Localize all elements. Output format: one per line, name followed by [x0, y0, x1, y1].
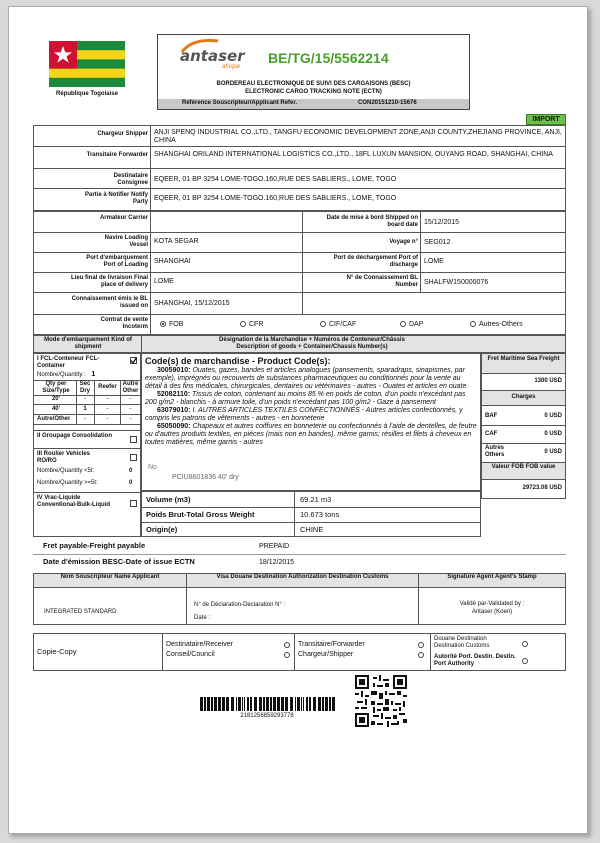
barcode-bar — [332, 697, 335, 711]
product-code-item: 65050090: Chapeaux et autres coiffures en bonneterie ou confectionnés à l'aide de dentelles, de feutre ou d'autres produits textiles, en pièces (mais non en bandes), même garnis; résilles et filets à cheveux en toutes matières, même garnis - autres — [145, 423, 477, 446]
pod-value: LOME — [424, 258, 444, 265]
issue-date-label: Date d'émission BESC-Date of issue ECTN — [43, 557, 195, 566]
dry-header: Sec Dry — [79, 381, 91, 394]
final-delivery-value: LOME — [154, 278, 174, 285]
signatures-box — [33, 573, 566, 625]
barcode-bar — [247, 697, 249, 711]
vessel-label: Navire Loading Vessel — [104, 235, 148, 248]
product-code-item: 30059010: Ouates, gazes, bandes et articles analogues (pansements, sparadraps, sinapismes, par exemple), imprégnés ou recouverts de substances pharmaceutiques ou conditionnés pour la vente au détail à des fins médicales, chirurgicales, dentaires ou vétérinaires - autres - Ouates et articles en ouate — [145, 367, 467, 390]
forwarder-value: SHANGHAI ORILAND INTERNATIONAL LOGISTICS CO.,LTD., 18FL LUXUN MANSION, OUYANG ROAD, SHANGHAI, CHINA — [154, 151, 553, 158]
barcode-bar — [281, 697, 284, 711]
barcode-bar — [214, 697, 217, 711]
logo-sub: afrique — [222, 64, 241, 70]
copy-shipper[interactable]: Chargeur/Shipper — [298, 651, 428, 659]
designation-fr: Désignation de la Marchandise + Numéros de Conteneur/Châssis — [219, 337, 405, 343]
origin-value: CHINE — [300, 525, 324, 534]
copy-label: Copie-Copy — [37, 647, 77, 656]
notify-value: EQEER, 01 BP 3254 LOME-TOGO.160,RUE DES SABLIERS., LOME, TOGO — [154, 195, 397, 202]
baf-value: 0 USD — [544, 413, 562, 419]
product-code-item: 52082110: Tissus de coton, contenant au moins 85 % en poids de coton, d'un poids n'excédant pas 200 g/m2 - blanchis - à armure toile, d'un poids n'excédant pas 100 g/m2 - Gaze à pansement — [145, 391, 466, 406]
measures-box — [141, 491, 481, 537]
reefer-header: Reefer — [98, 384, 117, 390]
radio-icon — [284, 652, 290, 658]
copy-council[interactable]: Conseil/Council — [166, 651, 292, 659]
bulk-label: IV Vrac-Liquide Conventional-Bulk-Liquid — [37, 495, 110, 508]
incoterm-dap[interactable]: DAP — [400, 321, 423, 329]
volume-label: Volume (m3) — [146, 495, 191, 504]
caf-value: 0 USD — [544, 431, 562, 437]
radio-icon — [240, 321, 246, 327]
shipper-label: Chargeur Shipper — [97, 131, 148, 137]
charges-column — [481, 353, 566, 499]
barcode-bar — [277, 697, 280, 711]
barcode-bar — [211, 697, 213, 711]
vessel-value: KOTA SEGAR — [154, 238, 199, 245]
barcode-bar — [222, 697, 225, 711]
ectn-ref-number: BE/TG/15/5562214 — [268, 50, 389, 66]
fob-value: 29723.08 USD — [522, 485, 562, 491]
logo-word: antaser — [180, 47, 245, 65]
radio-icon — [470, 321, 476, 327]
header-box — [157, 34, 470, 110]
product-code-item: 63079010: I. AUTRES ARTICLES TEXTILES CONFECTIONNÉS - Autres articles confectionnés, y compris les patrons de vêtements - autres - en bonneterie — [145, 407, 463, 422]
ectn-document — [8, 6, 588, 834]
barcode-bar — [309, 697, 311, 711]
forwarder-label: Transitaire Forwarder — [86, 152, 148, 158]
incoterm-fob[interactable]: FOB — [160, 321, 183, 329]
title-en: ELECTRONIC CARGO TRACKING NOTE (ECTN) — [245, 89, 382, 95]
others-label: Autres Others — [485, 445, 505, 458]
radio-icon — [320, 321, 326, 327]
barcode-bar — [329, 697, 331, 711]
consignee-value: EQEER, 01 BP 3254 LOME-TOGO.160,RUE DES SABLIERS., LOME, TOGO — [154, 176, 397, 183]
size-type-header: Qty per Size/Type — [42, 381, 70, 394]
subscriber-ref-bar — [158, 99, 469, 109]
radio-icon — [418, 652, 424, 658]
antaser-logo — [174, 38, 254, 72]
radio-icon — [522, 641, 528, 647]
country-name: République Togolaise — [56, 91, 118, 97]
barcode — [199, 697, 335, 711]
fcl-checkbox[interactable] — [130, 357, 137, 364]
barcode-bar — [218, 697, 221, 711]
barcode-bar — [259, 697, 262, 711]
final-delivery-label: Lieu final de livraison Final place of delivery — [70, 275, 148, 288]
voyage-value: SEG012 — [424, 239, 451, 246]
radio-icon — [284, 642, 290, 648]
pod-label: Port de déchargement Port of discharge — [333, 255, 418, 268]
pol-value: SHANGHAI — [154, 258, 191, 265]
barcode-bar — [263, 697, 265, 711]
origin-label: Origin(e) — [146, 525, 178, 534]
barcode-bar — [318, 697, 321, 711]
subscriber-ref-value: CON20151210-15676 — [358, 100, 417, 106]
onboard-value: 15/12/2015 — [424, 219, 460, 226]
designation-en: Description of goods + Container/Chassis Number(s) — [236, 344, 388, 350]
other-header: Autre Other — [122, 381, 139, 394]
barcode-bar — [254, 697, 257, 711]
barcode-bar — [322, 697, 324, 711]
barcode-bar — [301, 697, 302, 711]
bulk-checkbox[interactable] — [130, 500, 137, 507]
barcode-number: 2181258859293778 — [240, 713, 294, 719]
consignee-label: Destinataire Consignee — [113, 173, 148, 186]
barcode-bar — [285, 697, 288, 711]
fcl-quantity: Nombre/Quantity : 1 — [37, 371, 96, 378]
kind-of-shipment-label: Mode d'embarquement Kind of shipment — [44, 337, 132, 350]
radio-icon — [418, 642, 424, 648]
shipper-value: ANJI SPENQ INDUSTRIAL CO.,LTD., TANGFU ECONOMIC DEVELOPMENT ZONE,ANJI COUNTY,ZHEJIANG PROVINCE, ANJI, CHINA — [154, 129, 562, 144]
agent-stamp-header: Signature Agent Agent's Stamp — [419, 574, 565, 587]
groupage-label: II Groupage Consolidation — [37, 433, 112, 439]
barcode-bar — [266, 697, 269, 711]
issue-date-value: 18/12/2015 — [259, 559, 295, 566]
parties-box — [33, 125, 566, 211]
volume-value: 69.21 m3 — [300, 495, 332, 504]
others-value: 0 USD — [544, 449, 562, 455]
size-40: 40' — [51, 406, 61, 412]
onboard-label: Date de mise à bord Shipped on board date — [326, 215, 418, 228]
voyage-label: Voyage n° — [389, 239, 418, 245]
incoterm-others[interactable]: Autres-Others — [470, 321, 523, 329]
subscriber-ref-label: Référence Souscripteur/Applicant Refer. — [182, 100, 298, 106]
barcode-bar — [250, 697, 252, 711]
barcode-bar — [325, 697, 328, 711]
radio-icon — [160, 321, 166, 327]
gross-weight-label: Poids Brut-Total Gross Weight — [146, 510, 255, 519]
applicant-header: Nom Souscripteur Name Applicant — [34, 574, 186, 587]
barcode-bar — [236, 697, 237, 711]
caf-label: CAF — [485, 431, 498, 437]
roro-checkbox[interactable] — [130, 454, 137, 461]
incoterm-cfr[interactable]: CFR — [240, 321, 263, 329]
charges-title: Charges — [482, 391, 565, 405]
barcode-bar — [242, 697, 243, 711]
qr-code — [355, 675, 407, 727]
bl-number-label: N° de Connaissement BL Number — [346, 275, 418, 288]
incoterm-label: Contrat de vente Incoterm — [100, 317, 148, 330]
incoterm-options — [160, 321, 560, 331]
groupage-checkbox[interactable] — [130, 436, 137, 443]
bl-issued-label: Connaissement émis le BL issued on — [71, 296, 148, 309]
payment-section — [33, 537, 566, 573]
freight-payable-value: PREPAID — [259, 543, 290, 550]
roro-lt5: Nombre/Quantity <5t: 0 — [37, 468, 133, 474]
notify-label: Partie à Notifier Notify Party — [84, 192, 148, 205]
carrier-label: Armateur Carrier — [99, 215, 148, 221]
radio-icon — [522, 658, 528, 664]
copy-receiver[interactable]: Destinataire/Receiver — [166, 641, 292, 649]
import-badge: IMPORT — [526, 114, 566, 125]
freight-payable-label: Fret payable-Freight payable — [43, 541, 146, 550]
barcode-bar — [226, 697, 229, 711]
barcode-bar — [273, 697, 276, 711]
title-fr: BORDEREAU ELECTRONIQUE DE SUIVI DES CARGAISONS (BESC) — [216, 81, 411, 87]
barcode-bar — [270, 697, 272, 711]
barcode-bar — [238, 697, 241, 711]
sea-freight-value: 1300 USD — [534, 378, 562, 384]
radio-icon — [400, 321, 406, 327]
shipping-box — [33, 211, 566, 335]
size-other: Autre/Other — [37, 416, 71, 422]
applicant-name: INTEGRATED STANDARD — [44, 609, 117, 615]
gross-weight-value: 10.673 tons — [300, 510, 340, 519]
incoterm-cif[interactable]: CIF/CAF — [320, 321, 356, 329]
barcode-bar — [297, 697, 300, 711]
validated-by-value: Antaser (Koen) — [471, 609, 513, 615]
pol-label: Port d'embarquement Port of Loading — [86, 255, 148, 268]
kind-column — [33, 353, 141, 537]
barcode-bar — [204, 697, 206, 711]
fob-label: Valeur FOB FOB value — [482, 463, 565, 479]
barcode-bar — [244, 697, 245, 711]
container-type-table: Qty per Size/Type Sec Dry Reefer Autre Other 20' - - - 40' 1 - - Autre/Other - - - — [34, 380, 140, 424]
customs-visa-header: Visa Douane Destination Authorization Destination Customs — [187, 574, 418, 587]
declaration-date-label: Date : — [194, 615, 211, 621]
barcode-bar — [295, 697, 296, 711]
barcode-bar — [313, 697, 316, 711]
bl-number-value: SHALFW150000076 — [424, 279, 489, 286]
validated-by-label: Validé par-Validated by : — [459, 601, 525, 607]
sea-freight-label: Fret Maritime Sea Freight — [482, 354, 565, 373]
copy-dest-port[interactable]: Autorité Port. Destin. Destin. Port Authority — [434, 654, 564, 668]
baf-label: BAF — [485, 413, 498, 419]
product-code-list — [145, 367, 477, 447]
copy-box — [33, 633, 566, 671]
barcode-bar — [207, 697, 210, 711]
copy-dest-customs[interactable]: Douane Destination Destination Customs — [434, 636, 564, 650]
barcode-bar — [231, 697, 234, 711]
barcode-bar — [303, 697, 304, 711]
copy-forwarder[interactable]: Transitaire/Forwarder — [298, 641, 428, 649]
size-20: 20' — [51, 396, 61, 402]
roro-label: III Roulier Vehicles RO/RO — [37, 451, 91, 464]
container-number: PCIU8601836 40' dry — [172, 474, 239, 481]
product-codes-title: Code(s) de marchandise - Product Code(s): — [145, 356, 331, 366]
barcode-bar — [290, 697, 293, 711]
roro-ge5: Nombre/Quantity >=5t: 0 — [37, 480, 133, 486]
barcode-bar — [200, 697, 203, 711]
bl-issued-value: SHANGHAI, 15/12/2015 — [154, 300, 230, 307]
goods-header — [33, 335, 566, 353]
product-codes-box — [141, 353, 481, 491]
container-no-label: No — [148, 464, 157, 471]
togo-flag — [49, 41, 125, 87]
fcl-label: I FCL-Conteneur FCL-Container — [37, 356, 100, 369]
barcode-bar — [306, 697, 308, 711]
declaration-number-label: N° de Déclaration-Declaration N° : — [194, 602, 286, 608]
